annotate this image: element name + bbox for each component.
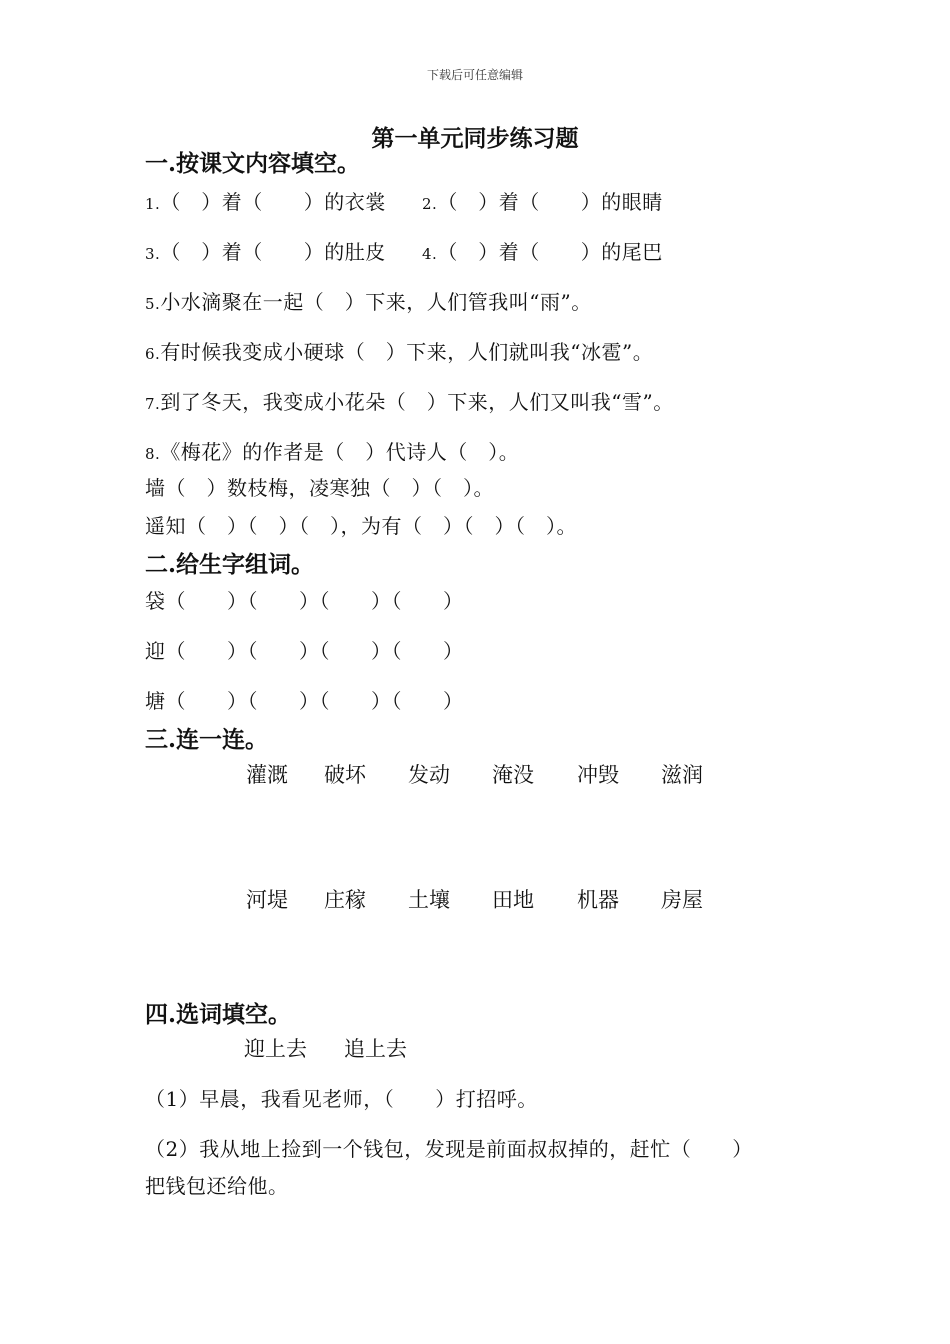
question-number: 3. [145,245,161,263]
question-number: 2. [422,195,438,213]
question-8 [145,436,519,465]
question-number: 6. [145,345,161,363]
question-number: 4. [422,245,438,263]
match-top-word: 灌溉 [246,763,288,787]
fill-question-1: （1）早晨，我看见老师，（ ）打招呼。 [145,1087,538,1111]
choice-word: 追上去 [344,1037,407,1061]
question-8-line-3: 遥知（ ）（ ）（ ），为有（ ）（ ）（ ）。 [145,514,577,538]
question-8-line-2: 墙（ ）数枝梅，凌寒独（ ）（ ）。 [145,476,494,500]
question-3 [145,236,386,265]
match-bottom-word: 房屋 [661,888,703,912]
question-number: 1. [145,195,161,213]
choice-word: 迎上去 [244,1037,307,1061]
question-text: （ ）着（ ）的眼睛 [437,190,663,214]
question-7 [145,386,674,415]
match-bottom-word: 庄稼 [324,888,366,912]
question-text: 小水滴聚在一起（ ）下来，人们管我叫“雨”。 [160,290,592,314]
match-top-word: 发动 [408,763,450,787]
section-2-heading: 二.给生字组词。 [145,551,315,578]
question-text: （ ）着（ ）的肚皮 [160,240,386,264]
page-header: 下载后可任意编辑 [426,68,523,82]
match-bottom-word: 河堤 [246,888,288,912]
question-text: （ ）着（ ）的衣裳 [160,190,386,214]
match-top-word: 破坏 [324,763,366,787]
question-6 [145,336,653,365]
question-number: 7. [145,395,161,413]
word-row-1: 袋（ ）（ ）（ ）（ ） [145,589,464,613]
match-top-word: 冲毁 [577,763,619,787]
section-1-heading: 一.按课文内容填空。 [145,150,361,177]
question-5 [145,286,592,315]
question-text: 有时候我变成小硬球（ ）下来，人们就叫我“冰雹”。 [160,340,654,364]
section-3-heading: 三.连一连。 [145,726,269,753]
fill-question-2-continued: 把钱包还给他。 [145,1174,289,1198]
word-row-2: 迎（ ）（ ）（ ）（ ） [145,639,464,663]
match-top-word: 滋润 [661,763,703,787]
word-row-3: 塘（ ）（ ）（ ）（ ） [145,689,464,713]
match-bottom-word: 机器 [577,888,619,912]
section-4-heading: 四.选词填空。 [145,1001,292,1028]
question-1 [145,186,386,215]
question-2 [422,186,663,215]
question-text: 到了冬天，我变成小花朵（ ）下来，人们又叫我“雪”。 [160,390,674,414]
question-4 [422,236,663,265]
fill-question-2: （2）我从地上捡到一个钱包，发现是前面叔叔掉的，赶忙（ ） [145,1137,753,1161]
question-text: 《梅花》的作者是（ ）代诗人（ ）。 [160,440,520,464]
match-bottom-word: 田地 [492,888,534,912]
question-number: 5. [145,295,161,313]
page-title: 第一单元同步练习题 [371,125,579,152]
match-top-word: 淹没 [492,763,534,787]
match-bottom-word: 土壤 [408,888,450,912]
question-text: （ ）着（ ）的尾巴 [437,240,663,264]
question-number: 8. [145,445,161,463]
